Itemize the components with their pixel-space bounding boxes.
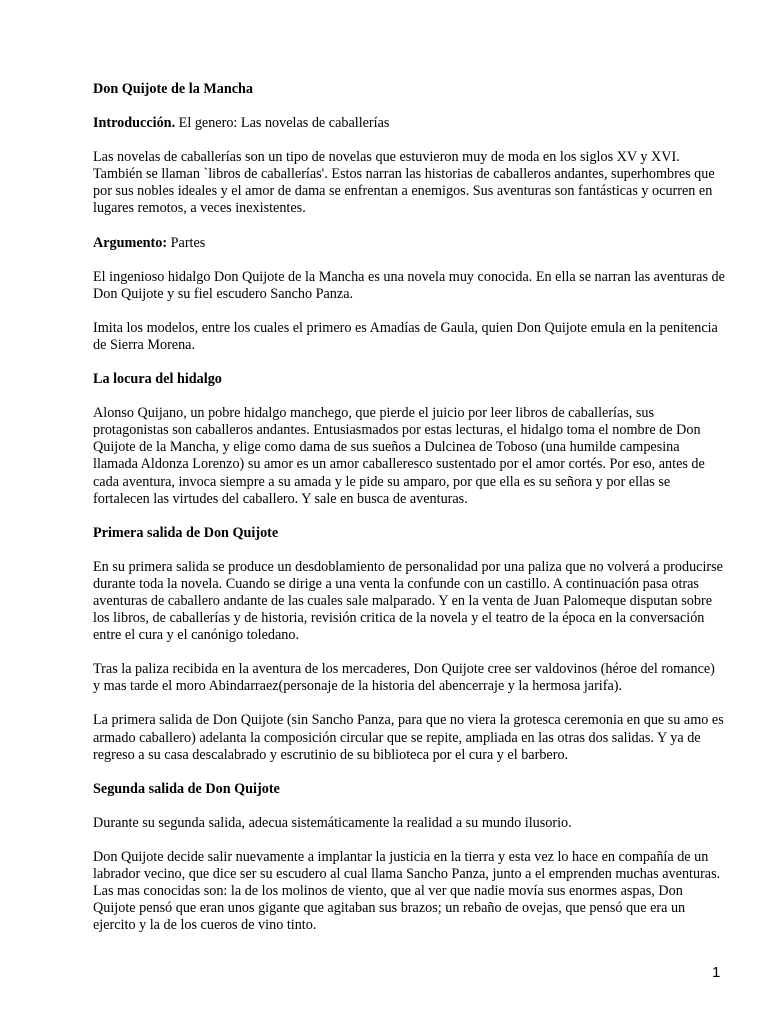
- document-title: Don Quijote de la Mancha: [93, 81, 254, 97]
- section-heading-locura: La locura del hidalgo: [93, 371, 222, 388]
- argument-subtitle: Partes: [170, 234, 206, 251]
- intro-subtitle: El genero: Las novelas de caballerías: [178, 115, 390, 132]
- primera-salida-paragraph: En su primera salida se produce un desdoblamiento de personalidad por una paliza que no volverá a producirse durante toda la novela. Cuando se dirige a una venta la confunde con un castillo. A continuación pasa otras aventuras de caballero andante de las cuales sale malparado. Y en la venta de Juan Palomeque disputan sobre los libros, de caballerías y de historia, revisión critica de la novela y el teatro de la época en la conversación entre el cura y el canónigo toledano.: [93, 558, 723, 644]
- segunda-salida-paragraph: Durante su segunda salida, adecua sistemáticamente la realidad a su mundo ilusorio.: [93, 814, 572, 831]
- intro-heading-line: [93, 115, 725, 132]
- argument-label: Argumento:: [93, 234, 168, 251]
- argument-paragraph: Imita los modelos, entre los cuales el primero es Amadías de Gaula, quien Don Quijote emula en la penitencia de Sierra Morena.: [93, 319, 718, 353]
- primera-salida-paragraph: Tras la paliza recibida en la aventura de los mercaderes, Don Quijote cree ser valdovinos (héroe del romance) y mas tarde el moro Abindarraez(personaje de la historia del abencerraje y la hermosa jarifa).: [93, 661, 715, 695]
- locura-paragraph: Alonso Quijano, un pobre hidalgo manchego, que pierde el juicio por leer libros de caballerías, sus protagonistas son caballeros andantes. Entusiasmados por estas lecturas, el hidalgo toma el nombre de Don Quijote de la Mancha, y elige como dama de sus sueños a Dulcinea de Toboso (una humilde campesina llamada Aldonza Lorenzo) su amor es un amor caballeresco sustentado por el amor cortés. Por eso, antes de cada aventura, invoca siempre a su amada y le pide su amparo, por que ella es su señora y por ellas se fortalecen las virtudes del caballero. Y sale en busca de aventuras.: [93, 405, 705, 507]
- segunda-salida-paragraph: Don Quijote decide salir nuevamente a implantar la justicia en la tierra y esta vez lo hace en compañía de un labrador vecino, que dice ser su escudero al cual llama Sancho Panza, junto a el emprenden muchas aventuras. Las mas conocidas son: la de los molinos de viento, que al ver que nadie movía sus enormes aspas, Don Quijote pensó que eran unos gigante que agitaban sus brazos; un rebaño de ovejas, que pensó que era un ejercito y la de los cueros de vino tinto.: [93, 848, 721, 934]
- section-heading-primera-salida: Primera salida de Don Quijote: [93, 524, 279, 541]
- intro-label: Introducción.: [93, 115, 176, 132]
- argument-heading-line: [93, 235, 725, 252]
- intro-paragraph: Las novelas de caballerías son un tipo de novelas que estuvieron muy de moda en los siglos XV y XVI. También se llaman `libros de caballerías'. Estos narran las historias de caballeros andantes, superhombres que por sus nobles ideales y el amor de dama se enfrentan a enemigos. Sus aventuras son fantásticas y ocurren en lugares remotos, a veces inexistentes.: [93, 149, 715, 217]
- page-number: 1: [712, 964, 721, 981]
- document-page: [93, 81, 725, 951]
- section-heading-segunda-salida: Segunda salida de Don Quijote: [93, 780, 280, 797]
- primera-salida-paragraph: La primera salida de Don Quijote (sin Sancho Panza, para que no viera la grotesca ceremonia en que su amo es armado caballero) adelanta la composición circular que se repite, ampliada en las otras dos salidas. Y ya de regreso a su casa descalabrado y escrutinio de su biblioteca por el cura y el barbero.: [93, 712, 724, 763]
- argument-paragraph: El ingenioso hidalgo Don Quijote de la Mancha es una novela muy conocida. En ella se narran las aventuras de Don Quijote y su fiel escudero Sancho Panza.: [93, 268, 725, 302]
